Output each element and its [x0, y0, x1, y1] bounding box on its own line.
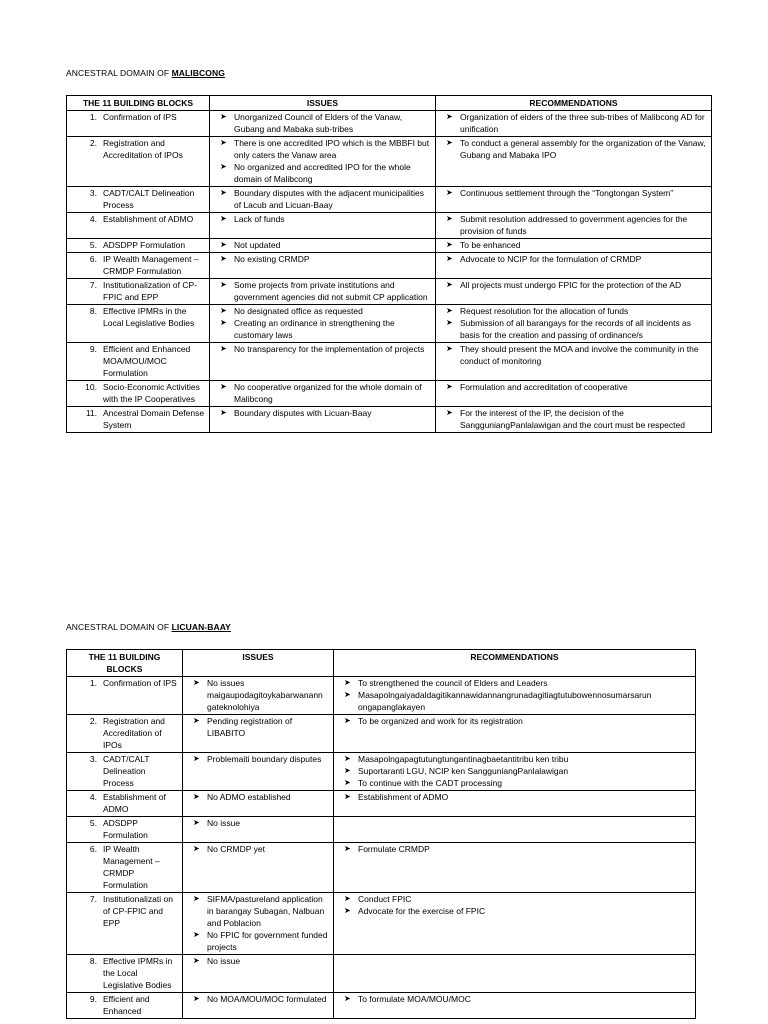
recommendations-cell: [436, 253, 712, 279]
recommendation-item: [440, 305, 707, 317]
issues-cell: [183, 715, 334, 753]
building-block-cell: [67, 955, 183, 993]
column-header-blocks: THE 11 BUILDING BLOCKS: [67, 96, 210, 111]
issue-item-text: There is one accredited IPO which is the MBBFI but only caters the Vanaw area: [234, 138, 430, 160]
issue-item: [214, 343, 431, 355]
arrow-bullet-icon: ➤: [193, 994, 200, 1003]
arrow-bullet-icon: ➤: [344, 716, 351, 725]
recommendation-item-text: To continue with the CADT processing: [358, 778, 502, 788]
issue-item: [187, 929, 329, 953]
block-number: 9.: [89, 994, 97, 1004]
issue-item: [214, 137, 431, 161]
building-block-cell: [67, 343, 210, 381]
issue-item-text: Problemaiti boundary disputes: [207, 754, 322, 764]
recommendation-item: [338, 905, 691, 917]
recommendation-item-text: Advocate to NCIP for the formulation of CRMDP: [460, 254, 642, 264]
arrow-bullet-icon: ➤: [446, 214, 453, 223]
issue-item-text: Boundary disputes with the adjacent municipalities of Lacub and Licuan-Baay: [234, 188, 424, 210]
arrow-bullet-icon: ➤: [193, 894, 200, 903]
recommendation-item: [440, 279, 707, 291]
block-label: Efficient and Enhanced: [103, 994, 150, 1016]
table-row: [67, 343, 712, 381]
recommendation-item: [440, 343, 707, 367]
table-row: [67, 305, 712, 343]
arrow-bullet-icon: ➤: [446, 254, 453, 263]
issues-cell: [210, 187, 436, 213]
issue-item: [214, 111, 431, 135]
arrow-bullet-icon: ➤: [344, 894, 351, 903]
recommendation-item: [440, 239, 707, 251]
building-block-cell: [67, 893, 183, 955]
arrow-bullet-icon: ➤: [193, 792, 200, 801]
issues-cell: [210, 407, 436, 433]
recommendations-cell: [436, 111, 712, 137]
block-label: Registration and Accreditation of IPOs: [103, 716, 165, 750]
block-label: Establishment of ADMO: [103, 792, 166, 814]
recommendation-item: [440, 381, 707, 393]
arrow-bullet-icon: ➤: [446, 306, 453, 315]
arrow-bullet-icon: ➤: [220, 138, 227, 147]
arrow-bullet-icon: ➤: [446, 408, 453, 417]
building-block-cell: [67, 791, 183, 817]
block-number: 10.: [85, 382, 97, 392]
block-label: CADT/CALT Delineation Process: [103, 754, 150, 788]
building-block-cell: [67, 253, 210, 279]
recommendation-item-text: For the interest of the IP, the decision of the SangguniangPanlalawigan and the court must be respected: [460, 408, 685, 430]
block-label: Establishment of ADMO: [103, 214, 194, 224]
table-row: [67, 715, 696, 753]
issue-item: [187, 817, 329, 829]
recommendations-cell: [334, 715, 696, 753]
issue-item-text: Unorganized Council of Elders of the Vanaw, Gubang and Mabaka sub-tribes: [234, 112, 403, 134]
arrow-bullet-icon: ➤: [344, 778, 351, 787]
recommendations-cell: [334, 791, 696, 817]
table-row: [67, 279, 712, 305]
arrow-bullet-icon: ➤: [344, 754, 351, 763]
issue-item: [214, 407, 431, 419]
recommendation-item-text: Advocate for the exercise of FPIC: [358, 906, 486, 916]
issues-cell: [183, 753, 334, 791]
recommendation-item-text: To conduct a general assembly for the organization of the Vanaw, Gubang and Mabaka IPO: [460, 138, 706, 160]
recommendations-cell: [436, 343, 712, 381]
arrow-bullet-icon: ➤: [220, 280, 227, 289]
ancestral-domain-name: MALIBCONG: [171, 68, 225, 78]
block-label: Ancestral Domain Defense System: [103, 408, 205, 430]
issue-item-text: No cooperative organized for the whole domain of Malibcong: [234, 382, 422, 404]
building-block-cell: [67, 111, 210, 137]
arrow-bullet-icon: ➤: [193, 678, 200, 687]
table-row: [67, 253, 712, 279]
recommendation-item: [440, 253, 707, 265]
arrow-bullet-icon: ➤: [344, 690, 351, 699]
recommendations-cell: [334, 955, 696, 993]
arrow-bullet-icon: ➤: [446, 318, 453, 327]
block-number: 6.: [89, 844, 97, 854]
recommendations-cell: [436, 137, 712, 187]
block-label: Institutionalizati on of CP-FPIC and EPP: [103, 894, 173, 928]
arrow-bullet-icon: ➤: [220, 382, 227, 391]
arrow-bullet-icon: ➤: [446, 138, 453, 147]
block-label: Confirmation of IPS: [103, 112, 177, 122]
building-block-cell: [67, 843, 183, 893]
issue-item: [187, 993, 329, 1005]
issue-item: [187, 893, 329, 929]
table-row: [67, 955, 696, 993]
building-block-cell: [67, 715, 183, 753]
issue-item-text: Not updated: [234, 240, 281, 250]
issues-cell: [210, 343, 436, 381]
arrow-bullet-icon: ➤: [220, 318, 227, 327]
recommendation-item: [338, 765, 691, 777]
issue-item-text: Pending registration of LIBABITO: [207, 716, 293, 738]
column-header-recommendations: RECOMMENDATIONS: [334, 650, 696, 677]
ancestral-domain-name: LICUAN-BAAY: [171, 622, 231, 632]
issue-item: [214, 279, 431, 303]
issue-item-text: No issues maigaupodagitoykabarwanann gateknolohiya: [207, 678, 323, 712]
block-number: 6.: [89, 254, 97, 264]
issue-item: [187, 715, 329, 739]
block-number: 7.: [89, 894, 97, 904]
issues-cell: [210, 253, 436, 279]
block-label: ADSDPP Formulation: [103, 240, 186, 250]
table-row: [67, 111, 712, 137]
arrow-bullet-icon: ➤: [344, 844, 351, 853]
issue-item-text: No MOA/MOU/MOC formulated: [207, 994, 327, 1004]
recommendation-item-text: To strengthened the council of Elders and Leaders: [358, 678, 548, 688]
block-number: 1.: [89, 678, 97, 688]
issue-item-text: No transparency for the implementation of projects: [234, 344, 425, 354]
arrow-bullet-icon: ➤: [446, 240, 453, 249]
block-label: IP Wealth Management – CRMDP Formulation: [103, 844, 160, 890]
block-number: 3.: [89, 754, 97, 764]
recommendation-item: [440, 213, 707, 237]
issue-item-text: Boundary disputes with Licuan-Baay: [234, 408, 372, 418]
recommendation-item-text: Suportaranti LGU, NCIP ken SangguniangPanlalawigan: [358, 766, 569, 776]
recommendation-item: [440, 137, 707, 161]
block-number: 2.: [89, 716, 97, 726]
block-label: Socio-Economic Activities with the IP Cooperatives: [103, 382, 200, 404]
issues-cell: [183, 955, 334, 993]
issues-cell: [210, 213, 436, 239]
building-block-cell: [67, 407, 210, 433]
arrow-bullet-icon: ➤: [220, 344, 227, 353]
recommendations-cell: [436, 381, 712, 407]
recommendation-item-text: Establishment of ADMO: [358, 792, 449, 802]
recommendation-item-text: Conduct FPIC: [358, 894, 412, 904]
building-block-cell: [67, 381, 210, 407]
table-row: [67, 817, 696, 843]
recommendation-item-text: To formulate MOA/MOU/MOC: [358, 994, 471, 1004]
block-number: 5.: [89, 240, 97, 250]
issue-item-text: No issue: [207, 956, 241, 966]
issues-cell: [210, 239, 436, 253]
recommendation-item-text: To be organized and work for its registration: [358, 716, 523, 726]
table-row: [67, 381, 712, 407]
issue-item-text: No designated office as requested: [234, 306, 363, 316]
recommendation-item: [338, 791, 691, 803]
block-number: 3.: [89, 188, 97, 198]
block-label: Effective IPMRs in the Local Legislative Bodies: [103, 306, 195, 328]
arrow-bullet-icon: ➤: [220, 408, 227, 417]
table-row: [67, 843, 696, 893]
recommendations-cell: [436, 213, 712, 239]
recommendation-item-text: They should present the MOA and involve the community in the conduct of monitoring: [460, 344, 699, 366]
column-header-issues: ISSUES: [210, 96, 436, 111]
block-label: ADSDPP Formulation: [103, 818, 148, 840]
table-row: [67, 677, 696, 715]
arrow-bullet-icon: ➤: [193, 844, 200, 853]
building-block-cell: [67, 279, 210, 305]
recommendations-cell: [334, 843, 696, 893]
issues-cell: [183, 677, 334, 715]
issue-item: [214, 161, 431, 185]
issue-item: [187, 677, 329, 713]
arrow-bullet-icon: ➤: [344, 906, 351, 915]
issue-item-text: Some projects from private institutions and government agencies did not submit CP application: [234, 280, 428, 302]
issue-item-text: SIFMA/pastureland application in barangay Subagan, Nalbuan and Poblacion: [207, 894, 325, 928]
section-licuan-baay: [66, 621, 696, 1019]
recommendation-item: [440, 317, 707, 341]
table-row: [67, 893, 696, 955]
recommendation-item: [338, 777, 691, 789]
issue-item: [187, 753, 329, 765]
block-label: IP Wealth Management – CRMDP Formulation: [103, 254, 199, 276]
block-label: Efficient and Enhanced MOA/MOU/MOC Formulation: [103, 344, 191, 378]
heading-prefix: ANCESTRAL DOMAIN OF: [66, 622, 172, 632]
arrow-bullet-icon: ➤: [220, 240, 227, 249]
recommendation-item-text: Formulation and accreditation of cooperative: [460, 382, 628, 392]
arrow-bullet-icon: ➤: [220, 112, 227, 121]
arrow-bullet-icon: ➤: [193, 956, 200, 965]
building-block-cell: [67, 213, 210, 239]
recommendations-cell: [436, 187, 712, 213]
block-label: Effective IPMRs in the Local Legislative Bodies: [103, 956, 173, 990]
table-row: [67, 137, 712, 187]
block-number: 4.: [89, 214, 97, 224]
recommendation-item: [338, 843, 691, 855]
issue-item-text: No issue: [207, 818, 241, 828]
recommendations-cell: [334, 893, 696, 955]
issue-item-text: No existing CRMDP: [234, 254, 310, 264]
recommendation-item: [338, 753, 691, 765]
building-blocks-table: [66, 95, 712, 433]
arrow-bullet-icon: ➤: [344, 792, 351, 801]
arrow-bullet-icon: ➤: [446, 112, 453, 121]
recommendation-item-text: To be enhanced: [460, 240, 521, 250]
block-number: 7.: [89, 280, 97, 290]
recommendations-cell: [334, 817, 696, 843]
building-block-cell: [67, 187, 210, 213]
arrow-bullet-icon: ➤: [193, 818, 200, 827]
recommendation-item: [338, 893, 691, 905]
block-number: 2.: [89, 138, 97, 148]
block-number: 5.: [89, 818, 97, 828]
arrow-bullet-icon: ➤: [193, 716, 200, 725]
issue-item-text: Lack of funds: [234, 214, 285, 224]
issue-item: [214, 305, 431, 317]
section-heading: [66, 67, 712, 79]
block-label: Registration and Accreditation of IPOs: [103, 138, 183, 160]
issues-cell: [210, 381, 436, 407]
issue-item: [214, 253, 431, 265]
recommendation-item-text: Masapolngaiyadaldagitikannawidannangrunadagitiagtutubowennosumarsarun ongapanglakayen: [358, 690, 652, 712]
recommendation-item-text: Organization of elders of the three sub-tribes of Malibcong AD for unification: [460, 112, 705, 134]
arrow-bullet-icon: ➤: [344, 678, 351, 687]
table-row: [67, 753, 696, 791]
block-number: 1.: [89, 112, 97, 122]
issue-item-text: No FPIC for government funded projects: [207, 930, 328, 952]
issue-item: [187, 791, 329, 803]
recommendation-item-text: Submit resolution addressed to government agencies for the provision of funds: [460, 214, 688, 236]
arrow-bullet-icon: ➤: [193, 754, 200, 763]
table-row: [67, 407, 712, 433]
issues-cell: [183, 843, 334, 893]
table-row: [67, 213, 712, 239]
arrow-bullet-icon: ➤: [446, 382, 453, 391]
issue-item-text: No organized and accredited IPO for the whole domain of Malibcong: [234, 162, 411, 184]
recommendation-item: [338, 689, 691, 713]
recommendation-item-text: Continuous settlement through the “Tongtongan System”: [460, 188, 674, 198]
building-block-cell: [67, 239, 210, 253]
table-row: [67, 239, 712, 253]
table-row: [67, 993, 696, 1019]
issue-item-text: No CRMDP yet: [207, 844, 265, 854]
block-number: 9.: [89, 344, 97, 354]
arrow-bullet-icon: ➤: [193, 930, 200, 939]
arrow-bullet-icon: ➤: [446, 188, 453, 197]
block-label: Institutionalization of CP-FPIC and EPP: [103, 280, 198, 302]
recommendations-cell: [334, 993, 696, 1019]
section-heading: [66, 621, 696, 633]
section-malibcong: [66, 67, 712, 433]
issue-item: [214, 213, 431, 225]
recommendations-cell: [436, 407, 712, 433]
issues-cell: [210, 305, 436, 343]
block-number: 8.: [89, 306, 97, 316]
table-row: [67, 187, 712, 213]
arrow-bullet-icon: ➤: [220, 214, 227, 223]
issue-item: [187, 955, 329, 967]
arrow-bullet-icon: ➤: [446, 280, 453, 289]
recommendation-item: [338, 993, 691, 1005]
recommendations-cell: [334, 677, 696, 715]
building-block-cell: [67, 993, 183, 1019]
heading-prefix: ANCESTRAL DOMAIN OF: [66, 68, 172, 78]
recommendation-item: [440, 187, 707, 199]
recommendation-item: [338, 715, 691, 727]
issues-cell: [183, 993, 334, 1019]
issues-cell: [183, 791, 334, 817]
arrow-bullet-icon: ➤: [220, 162, 227, 171]
building-block-cell: [67, 753, 183, 791]
recommendation-item-text: Request resolution for the allocation of funds: [460, 306, 629, 316]
building-blocks-table: [66, 649, 696, 1019]
issue-item: [187, 843, 329, 855]
recommendation-item-text: Formulate CRMDP: [358, 844, 430, 854]
issues-cell: [183, 893, 334, 955]
issue-item: [214, 187, 431, 211]
block-number: 11.: [85, 408, 97, 418]
issues-cell: [210, 279, 436, 305]
issue-item-text: Creating an ordinance in strengthening the customary laws: [234, 318, 395, 340]
building-block-cell: [67, 305, 210, 343]
arrow-bullet-icon: ➤: [220, 306, 227, 315]
issue-item: [214, 381, 431, 405]
column-header-recommendations: RECOMMENDATIONS: [436, 96, 712, 111]
arrow-bullet-icon: ➤: [446, 344, 453, 353]
recommendations-cell: [436, 305, 712, 343]
recommendation-item-text: Submission of all barangays for the records of all incidents as basis for the creation and passing of ordinance/s: [460, 318, 692, 340]
arrow-bullet-icon: ➤: [220, 188, 227, 197]
issue-item: [214, 239, 431, 251]
issues-cell: [183, 817, 334, 843]
block-number: 8.: [89, 956, 97, 966]
issues-cell: [210, 111, 436, 137]
building-block-cell: [67, 817, 183, 843]
block-number: 4.: [89, 792, 97, 802]
recommendation-item-text: Masapolngapagtutungtungantinagbaetantitribu ken tribu: [358, 754, 569, 764]
arrow-bullet-icon: ➤: [220, 254, 227, 263]
building-block-cell: [67, 677, 183, 715]
recommendations-cell: [334, 753, 696, 791]
block-label: CADT/CALT Delineation Process: [103, 188, 195, 210]
issue-item: [214, 317, 431, 341]
recommendation-item-text: All projects must undergo FPIC for the protection of the AD: [460, 280, 682, 290]
column-header-issues: ISSUES: [183, 650, 334, 677]
issues-cell: [210, 137, 436, 187]
recommendation-item: [440, 407, 707, 431]
column-header-blocks: THE 11 BUILDING BLOCKS: [67, 650, 183, 677]
recommendation-item: [338, 677, 691, 689]
recommendations-cell: [436, 279, 712, 305]
issue-item-text: No ADMO established: [207, 792, 291, 802]
block-label: Confirmation of IPS: [103, 678, 177, 688]
table-row: [67, 791, 696, 817]
recommendations-cell: [436, 239, 712, 253]
arrow-bullet-icon: ➤: [344, 766, 351, 775]
recommendation-item: [440, 111, 707, 135]
building-block-cell: [67, 137, 210, 187]
arrow-bullet-icon: ➤: [344, 994, 351, 1003]
